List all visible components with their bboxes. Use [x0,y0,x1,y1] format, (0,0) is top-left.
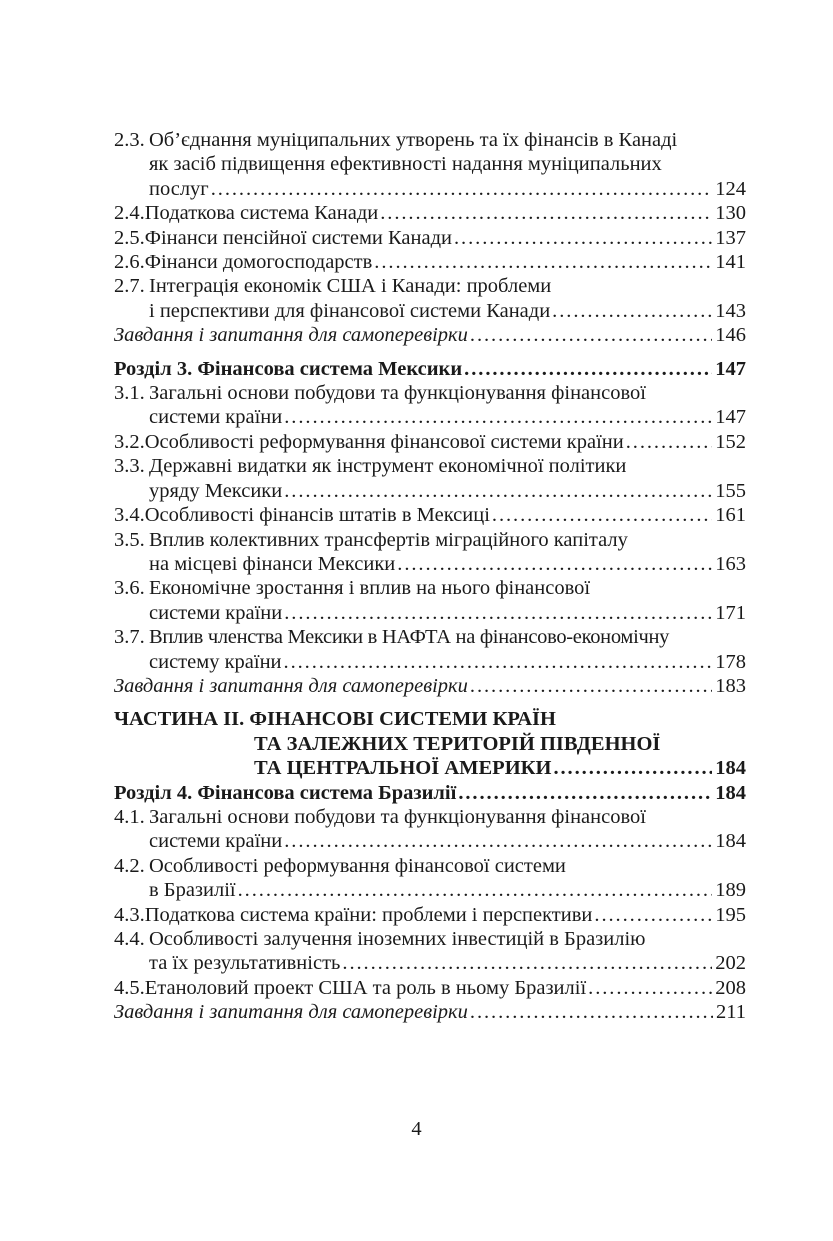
entry-title: системи країни [149,406,283,429]
toc-entry [114,927,746,976]
entry-title: Об’єднання муніципальних утворень та їх фінансів в Канаді [149,129,678,151]
dot-leader [553,756,712,780]
page-ref: 161 [715,504,746,527]
dot-leader [626,430,713,454]
entry-title: Вплив членства Мексики в НАФТА на фінансово-економічну [149,626,670,649]
toc-section-heading [114,357,746,381]
entry-title: Завдання і запитання для самоперевірки [114,1001,468,1024]
toc-entry-questions [114,1000,746,1024]
entry-number: 3.6. [114,577,145,600]
toc-section-heading [114,781,746,805]
page-ref: 183 [715,674,746,697]
toc-entry [114,454,746,503]
dot-leader [397,552,712,576]
dot-leader [380,201,712,225]
entry-title: Фінанси пенсійної системи Канади [144,226,452,249]
dot-leader [464,357,712,381]
page-ref: 208 [715,976,746,999]
page-ref: 137 [715,226,746,249]
entry-title: в Бразилії [149,879,236,902]
page-ref: 130 [715,202,746,225]
entry-number: 4.2. [114,854,145,877]
dot-leader [342,951,712,975]
toc-entry [114,528,746,577]
toc-part-heading [114,707,746,780]
entry-number: 3.3. [114,455,145,478]
page-ref: 146 [715,324,746,347]
dot-leader [284,601,712,625]
part-title: ЧАСТИНА ІІ. ФІНАНСОВІ СИСТЕМИ КРАЇН [114,708,556,731]
entry-title: та їх результативність [149,952,341,975]
entry-number: 2.5. [114,226,145,249]
page-ref: 195 [715,903,746,926]
dot-leader [374,250,712,274]
toc-entry-questions [114,323,746,347]
page-ref: 141 [715,251,746,274]
table-of-contents [114,128,746,1025]
dot-leader [454,226,712,250]
dot-leader [284,829,712,853]
dot-leader [211,177,713,201]
entry-title: і перспективи для фінансової системи Канади [149,299,551,322]
entry-number: 2.6. [114,251,145,274]
entry-number: 3.1. [114,382,145,405]
part-title: ТА ЗАЛЕЖНИХ ТЕРИТОРІЙ ПІВДЕННОЇ [254,732,661,755]
entry-title: послуг [149,177,209,200]
entry-title: Особливості залучення іноземних інвестицій в Бразилію [149,928,646,950]
entry-title: Завдання і запитання для самоперевірки [114,324,468,347]
page-ref: 202 [715,952,746,975]
entry-title: Особливості реформування фінансової системи [149,854,566,877]
page-number: 4 [411,1118,422,1140]
toc-entry [114,576,746,625]
entry-title: уряду Мексики [149,479,283,502]
entry-title: Особливості фінансів штатів в Мексиці [144,504,490,527]
entry-title: Інтеграція економік США і Канади: проблеми [149,275,552,298]
entry-title: Податкова система країни: проблеми і перспективи [144,903,593,926]
entry-title: Податкова система Канади [144,202,379,225]
entry-number: 3.5. [114,528,145,551]
page-ref: 147 [715,357,746,380]
page-ref: 155 [715,479,746,502]
section-title: Розділ 4. Фінансова система Бразилії [114,781,457,804]
page-ref: 163 [715,552,746,575]
toc-entry [114,976,746,1000]
toc-entry-questions [114,674,746,698]
dot-leader [284,479,712,503]
toc-entry [114,503,746,527]
entry-title: системи країни [149,830,283,853]
entry-title: Завдання і запитання для самоперевірки [114,674,468,697]
dot-leader [470,1000,713,1024]
dot-leader [552,299,712,323]
entry-title: Загальні основи побудови та функціонування фінансової [149,805,646,828]
entry-number: 4.5. [114,976,145,999]
entry-title: Фінанси домогосподарств [144,251,373,274]
dot-leader [588,976,712,1000]
toc-entry [114,201,746,225]
page-ref: 184 [715,781,746,804]
entry-number: 4.3. [114,903,145,926]
dot-leader [594,903,712,927]
toc-entry [114,430,746,454]
toc-entry [114,381,746,430]
toc-entry [114,274,746,323]
dot-leader [470,674,712,698]
entry-number: 2.4. [114,202,145,225]
entry-number: 4.4. [114,928,145,950]
page-ref: 152 [715,430,746,453]
toc-entry [114,903,746,927]
entry-title: Вплив колективних трансфертів міграційного капіталу [149,528,628,551]
toc-entry [114,805,746,854]
entry-title: Етаноловий проект США та роль в ньому Бразилії [144,976,587,999]
entry-number: 2.7. [114,275,145,298]
dot-leader [284,405,712,429]
toc-entry [114,226,746,250]
entry-title: систему країни [149,650,282,673]
entry-title: як засіб підвищення ефективності надання муніципальних [149,153,662,176]
entry-number: 3.2. [114,430,145,453]
page-ref: 184 [715,830,746,853]
entry-number: 3.7. [114,626,145,649]
toc-entry [114,854,746,903]
page-ref: 184 [715,757,746,780]
entry-number: 2.3. [114,129,145,151]
entry-title: Державні видатки як інструмент економічної політики [149,455,627,478]
entry-title: на місцеві фінанси Мексики [149,552,396,575]
page-ref: 143 [715,299,746,322]
page-ref: 171 [715,601,746,624]
toc-entry [114,128,746,201]
entry-title: Загальні основи побудови та функціонування фінансової [149,382,646,405]
entry-title: Економічне зростання і вплив на нього фінансової [149,577,591,600]
entry-number: 3.4. [114,504,145,527]
page-ref: 178 [715,650,746,673]
part-title: ТА ЦЕНТРАЛЬНОЇ АМЕРИКИ [254,757,552,780]
entry-number: 4.1. [114,805,145,828]
toc-entry [114,625,746,674]
page-ref: 189 [715,879,746,902]
page-ref: 124 [715,177,746,200]
dot-leader [284,650,713,674]
dot-leader [492,503,712,527]
page-ref: 147 [715,406,746,429]
entry-title: системи країни [149,601,283,624]
toc-entry [114,250,746,274]
dot-leader [470,323,712,347]
page-ref: 211 [716,1001,746,1024]
dot-leader [458,781,712,805]
dot-leader [238,878,713,902]
entry-title: Особливості реформування фінансової системи країни [144,430,624,453]
section-title: Розділ 3. Фінансова система Мексики [114,357,463,380]
